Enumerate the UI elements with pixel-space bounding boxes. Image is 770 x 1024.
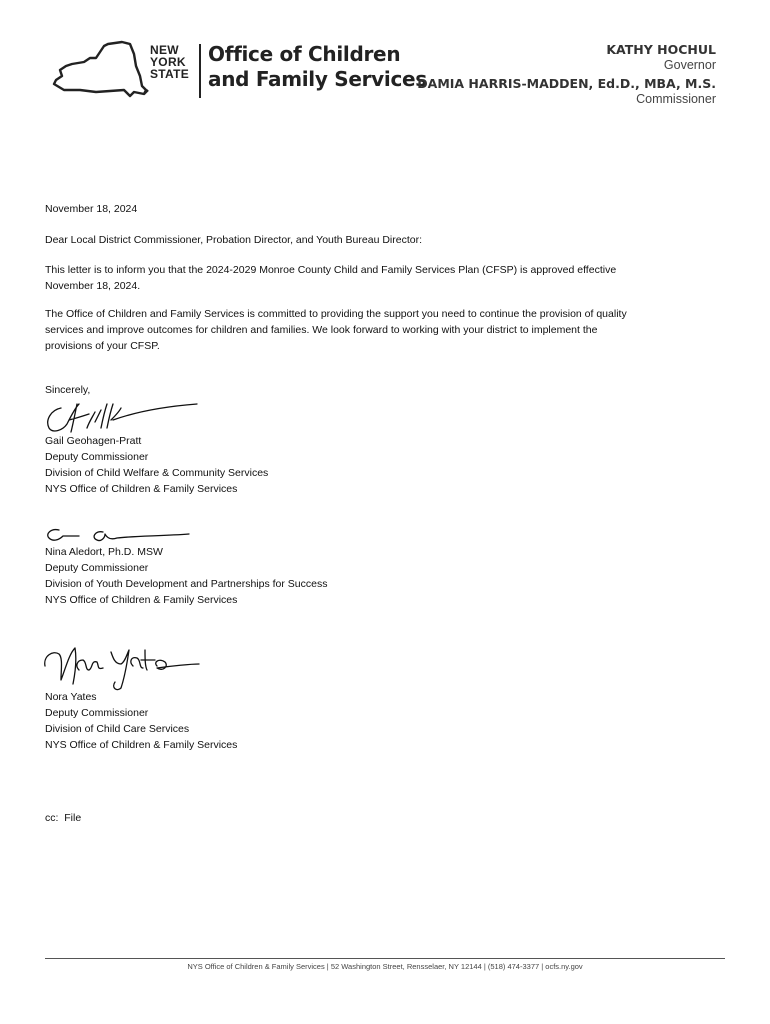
agency-line: Office of Children: [208, 42, 401, 66]
signatory-title: Deputy Commissioner: [45, 451, 149, 463]
salutation: Dear Local District Commissioner, Probation Director, and Youth Bureau Director:: [45, 234, 423, 246]
letter-date: November 18, 2024: [45, 203, 138, 215]
signatory-agency: NYS Office of Children & Family Services: [45, 594, 238, 606]
paragraph-line: services and improve outcomes for children and families. We look forward to working with your district to implement the: [45, 324, 598, 336]
signatory-block: [45, 433, 445, 497]
signatory-title: Deputy Commissioner: [45, 562, 149, 574]
closing: Sincerely,: [45, 384, 91, 396]
signatory-agency: NYS Office of Children & Family Services: [45, 739, 238, 751]
agency-line: and Family Services: [208, 67, 427, 91]
signatory-division: Division of Child Welfare & Community Services: [45, 467, 269, 479]
signature-nora-yates: [41, 640, 201, 692]
governor-name: KATHY HOCHUL: [606, 42, 716, 57]
commissioner-name: DAMIA HARRIS-MADDEN, Ed.D., MBA, M.S.: [417, 76, 716, 91]
governor-title: Governor: [663, 58, 716, 72]
paragraph-2: [45, 306, 695, 354]
paragraph-line: The Office of Children and Family Services is committed to providing the support you need to continue the provision of quality: [45, 308, 627, 320]
new-york-state-wordmark: [150, 44, 194, 80]
paragraph-line: November 18, 2024.: [45, 280, 141, 292]
paragraph-line: provisions of your CFSP.: [45, 340, 160, 352]
ocfs-logo: [50, 40, 427, 102]
cc-line: cc: File: [45, 812, 82, 824]
paragraph-line: This letter is to inform you that the 2024-2029 Monroe County Child and Family Services Plan (CFSP) is approved effective: [45, 264, 617, 276]
footer-text: NYS Office of Children & Family Services | 52 Washington Street, Rensselaer, NY 12144 | (518) 474-3377 | ocfs.ny.gov: [187, 962, 583, 971]
signatory-block: [45, 544, 445, 608]
logo-divider: [199, 44, 201, 98]
paragraph-1: [45, 262, 695, 294]
signatory-division: Division of Youth Development and Partnerships for Success: [45, 578, 328, 590]
signature-nina-aledort: [43, 524, 193, 546]
officials-block: [386, 42, 716, 106]
state-line: STATE: [150, 67, 190, 81]
state-line: YORK: [150, 55, 186, 69]
new-york-state-map-icon: [50, 40, 150, 102]
footer-rule: [45, 958, 725, 959]
signatory-agency: NYS Office of Children & Family Services: [45, 483, 238, 495]
commissioner-title: Commissioner: [636, 92, 716, 106]
signatory-name: Gail Geohagen-Pratt: [45, 435, 142, 447]
signatory-title: Deputy Commissioner: [45, 707, 149, 719]
signatory-block: [45, 689, 445, 753]
state-line: NEW: [150, 43, 179, 57]
signatory-division: Division of Child Care Services: [45, 723, 190, 735]
signatory-name: Nina Aledort, Ph.D. MSW: [45, 546, 163, 558]
signatory-name: Nora Yates: [45, 691, 97, 703]
